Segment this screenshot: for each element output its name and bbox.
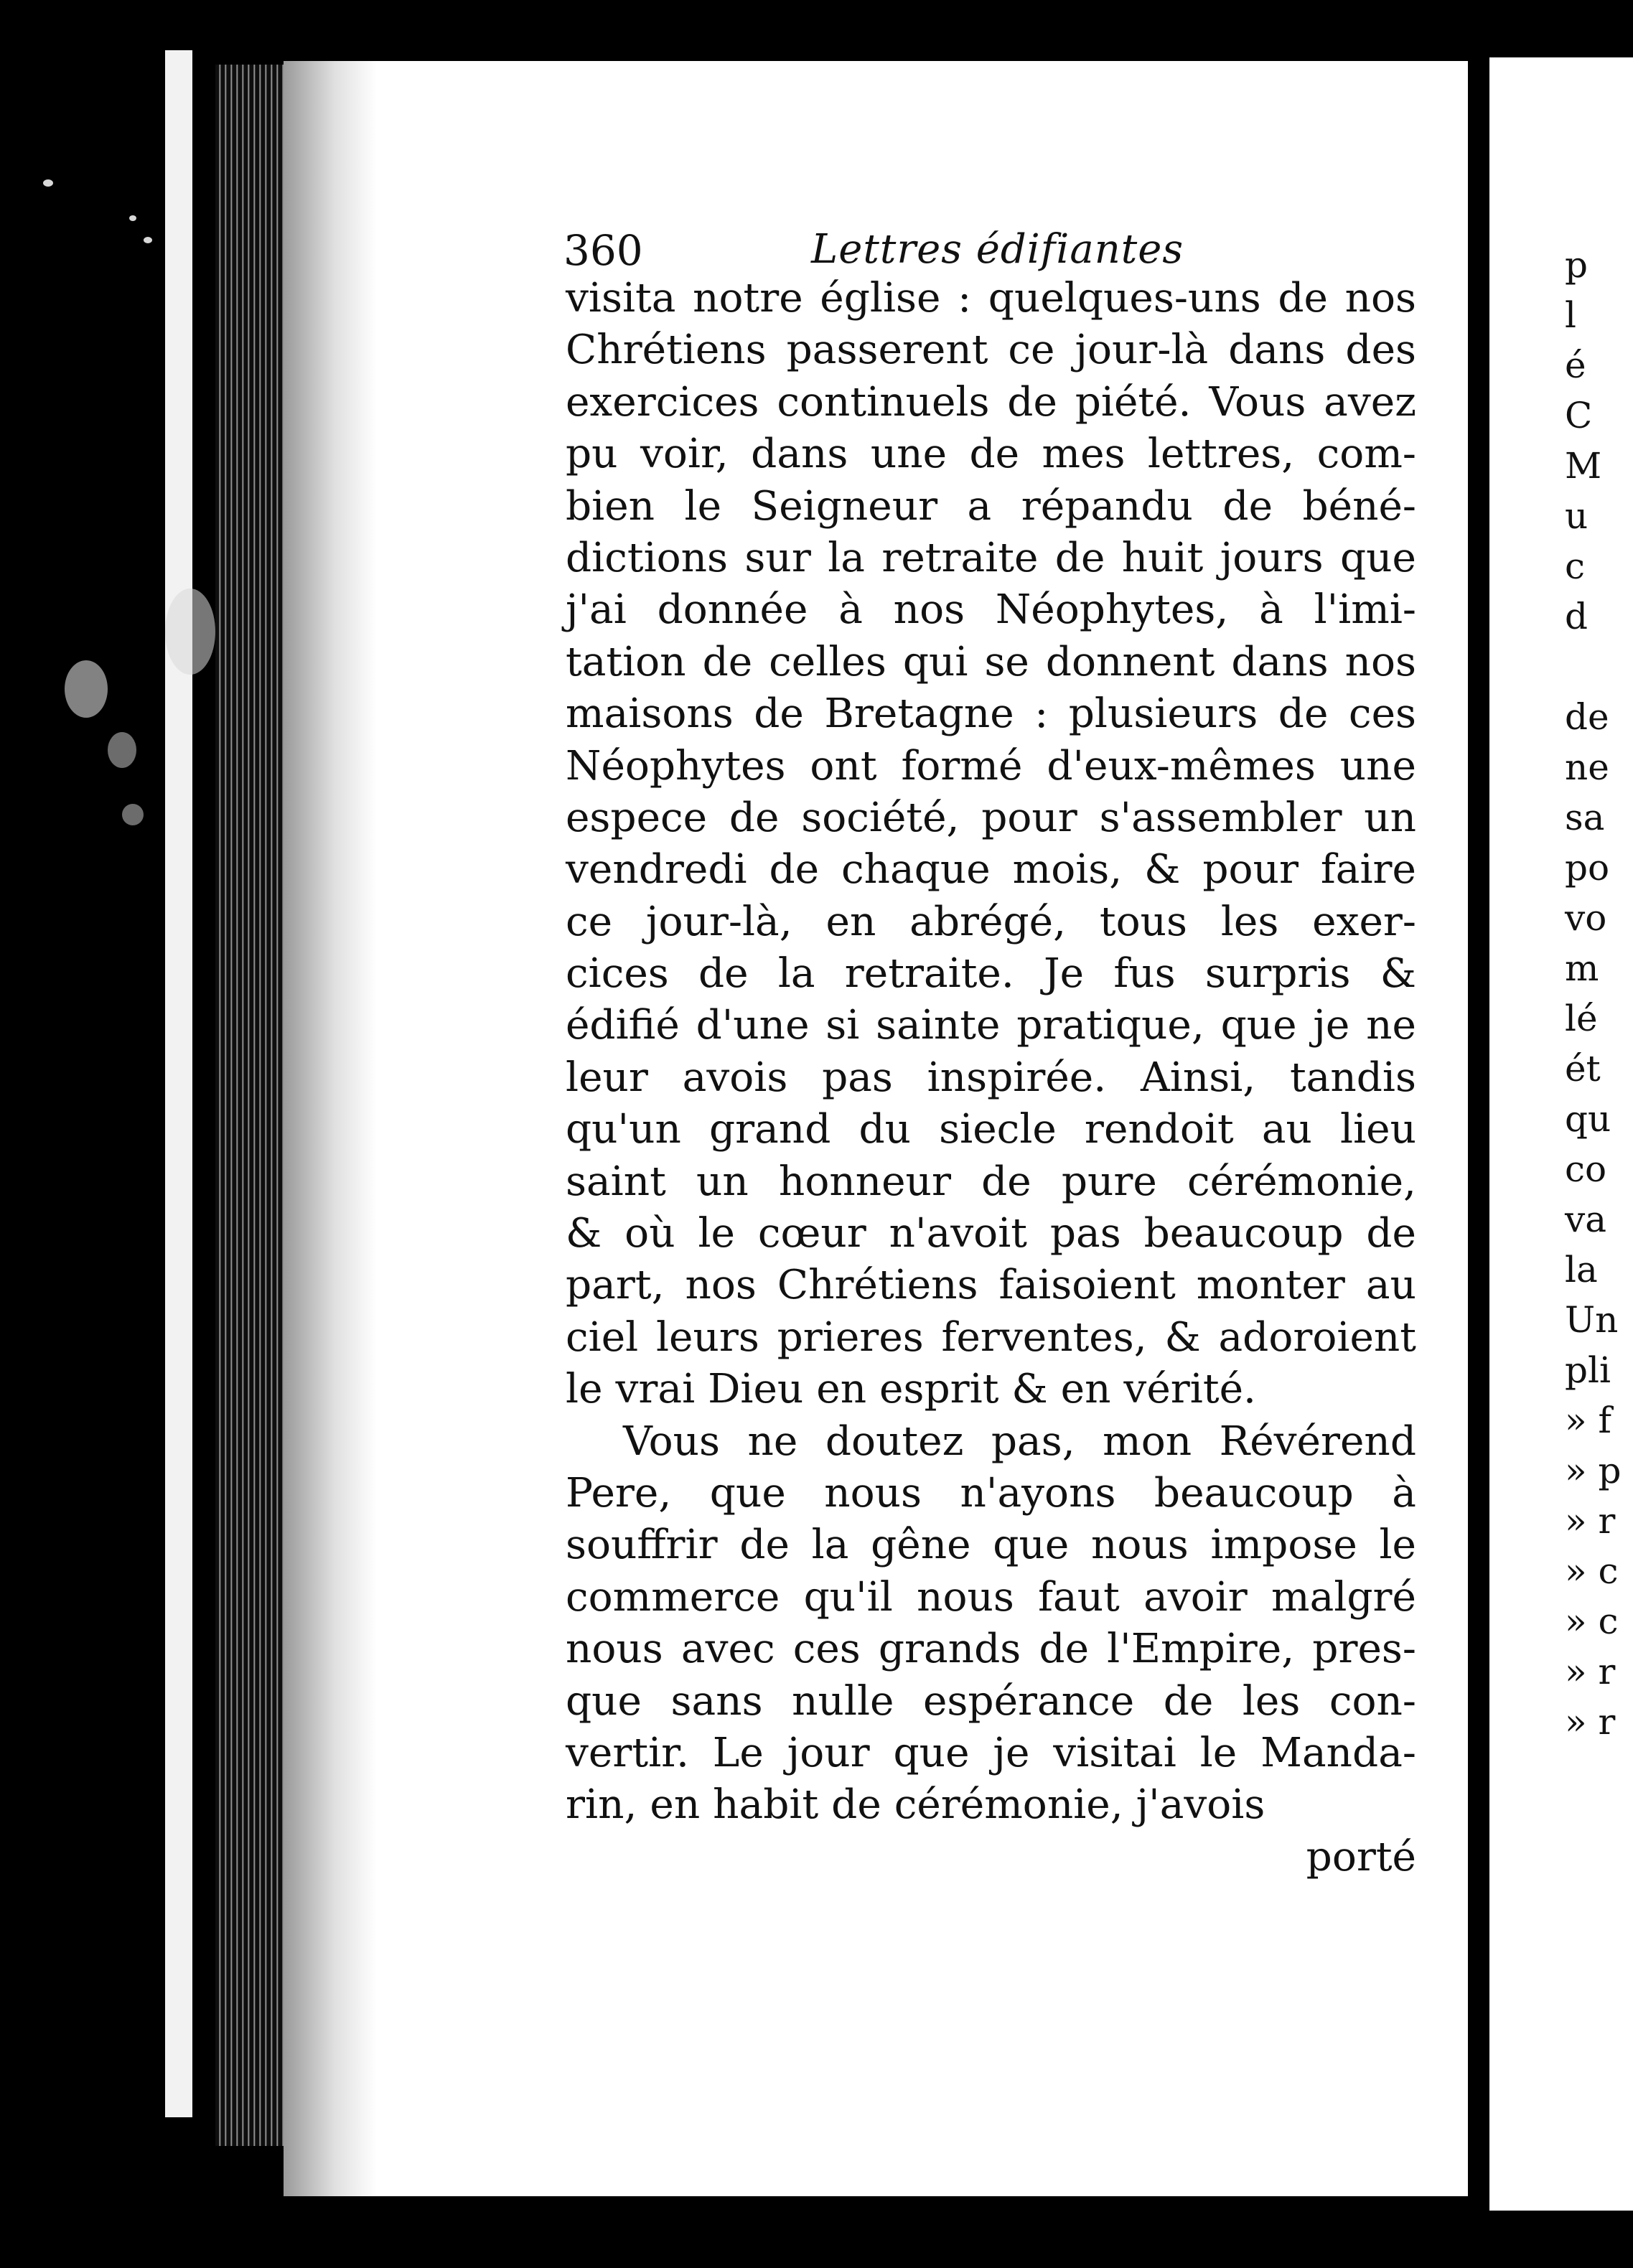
facing-page-fragment: m <box>1565 947 1599 989</box>
facing-page-fragment: » r <box>1565 1651 1616 1692</box>
facing-page-fragment: de <box>1565 696 1609 738</box>
text-line: souffrir de la gêne que nous impose le <box>566 1522 1416 1569</box>
speck-mark <box>144 237 152 243</box>
text-line: espece de société, pour s'assembler un <box>566 794 1416 841</box>
facing-page-fragment: » r <box>1565 1500 1616 1542</box>
text-line: leur avois pas inspirée. Ainsi, tandis <box>566 1054 1416 1101</box>
text-line: saint un honneur de pure cérémonie, <box>566 1158 1416 1205</box>
facing-page-fragment: C <box>1565 395 1593 436</box>
text-line: cices de la retraite. Je fus surpris & <box>566 950 1416 998</box>
page-edges <box>215 65 284 2146</box>
text-line: ce jour-là, en abrégé, tous les exer- <box>566 898 1416 945</box>
facing-page-fragment: » p <box>1565 1450 1622 1491</box>
gutter-shadow <box>284 61 377 2196</box>
text-line: visita notre église : quelques-uns de nos <box>566 275 1416 322</box>
facing-page-fragment: sa <box>1565 797 1605 838</box>
facing-page-fragment: lé <box>1565 998 1598 1039</box>
text-line: & où le cœur n'avoit pas beaucoup de <box>566 1210 1416 1257</box>
speck-mark <box>65 660 108 718</box>
speck-mark <box>165 589 215 675</box>
facing-page-fragment: p <box>1565 244 1588 286</box>
text-line: commerce qu'il nous faut avoir malgré <box>566 1573 1416 1621</box>
text-line: vendredi de chaque mois, & pour faire <box>566 846 1416 894</box>
speck-mark <box>129 215 136 221</box>
speck-mark <box>122 804 144 825</box>
text-line: part, nos Chrétiens faisoient monter au <box>566 1262 1416 1309</box>
text-line: dictions sur la retraite de huit jours que <box>566 534 1416 581</box>
facing-page-fragment: ét <box>1565 1048 1601 1090</box>
text-line: Pere, que nous n'ayons beaucoup à <box>566 1469 1416 1517</box>
text-line: vertir. Le jour que je visitai le Manda- <box>566 1729 1416 1776</box>
facing-page-fragment: la <box>1565 1249 1598 1290</box>
facing-page-fragment: u <box>1565 495 1588 537</box>
facing-page-fragment: c <box>1565 545 1586 587</box>
facing-page-fragment: d <box>1565 596 1588 637</box>
facing-page <box>1489 57 1633 2211</box>
text-line: Chrétiens passerent ce jour-là dans des <box>566 327 1416 374</box>
text-line: j'ai donnée à nos Néophytes, à l'imi- <box>566 586 1416 634</box>
text-line: rin, en habit de cérémonie, j'avois <box>566 1781 1265 1829</box>
text-line: le vrai Dieu en esprit & en vérité. <box>566 1366 1256 1413</box>
text-line: exercices continuels de piété. Vous avez <box>566 378 1416 426</box>
page-gap <box>1470 57 1489 2211</box>
facing-page-fragment: » r <box>1565 1701 1616 1743</box>
facing-page-fragment: é <box>1565 345 1586 386</box>
body-text <box>566 273 1416 1883</box>
text-line: édifié d'une si sainte pratique, que je ne <box>566 1002 1416 1049</box>
facing-page-fragment: Un <box>1565 1299 1619 1341</box>
text-line: nous avec ces grands de l'Empire, pres- <box>566 1626 1416 1673</box>
speck-mark <box>108 732 136 768</box>
facing-page-fragment: po <box>1565 847 1610 889</box>
text-line: pu voir, dans une de mes lettres, com- <box>566 431 1416 478</box>
page-number: 360 <box>563 226 643 275</box>
text-line: ciel leurs prieres ferventes, & adoroient <box>566 1313 1416 1361</box>
facing-page-fragment: pli <box>1565 1349 1611 1391</box>
facing-page-fragment: va <box>1565 1199 1607 1240</box>
facing-page-fragment: ne <box>1565 746 1609 788</box>
text-line: Vous ne doutez pas, mon Révérend <box>623 1418 1416 1465</box>
text-line: tation de celles qui se donnent dans nos <box>566 638 1416 685</box>
book-cover-edge <box>165 50 192 2117</box>
facing-page-fragment: qu <box>1565 1098 1611 1140</box>
facing-page-fragment: » c <box>1565 1601 1619 1642</box>
facing-page-fragment: vo <box>1565 897 1607 939</box>
text-line: maisons de Bretagne : plusieurs de ces <box>566 690 1416 738</box>
speck-mark <box>43 179 53 187</box>
text-line: que sans nulle espérance de les con- <box>566 1677 1416 1725</box>
catchword: porté <box>1306 1833 1416 1880</box>
facing-page-fragment: » f <box>1565 1400 1611 1441</box>
facing-page-fragment: co <box>1565 1148 1607 1190</box>
running-title: Lettres édifiantes <box>811 226 1184 273</box>
text-line: bien le Seigneur a répandu de béné- <box>566 482 1416 530</box>
text-line: qu'un grand du siecle rendoit au lieu <box>566 1106 1416 1153</box>
facing-page-fragment: M <box>1565 445 1602 487</box>
text-line: Néophytes ont formé d'eux-mêmes une <box>566 742 1416 789</box>
facing-page-fragment: » c <box>1565 1550 1619 1592</box>
facing-page-fragment: l <box>1565 294 1576 336</box>
